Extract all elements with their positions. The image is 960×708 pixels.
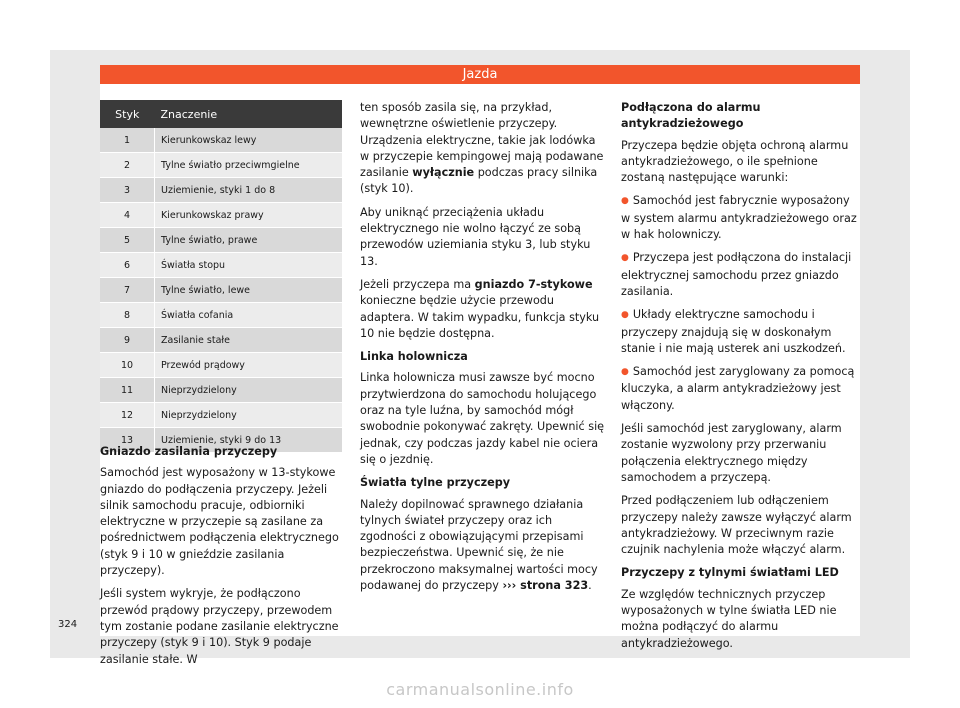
bullet-item: ● Samochód jest zaryglowany za pomocą kluczyka, a alarm antykradzieżowy jest włączony. [621,364,860,414]
emphasis: gniazdo 7-stykowe [474,277,593,291]
pin-meaning: Kierunkowskaz prawy [155,203,343,228]
pin-number: 3 [100,178,155,203]
paragraph: Ze względów technicznych przyczep wyposażonych w tylne światła LED nie można podłączyć do alarmu antykradzieżowego. [621,587,837,650]
section-heading-trailer-lights: Światła tylne przyczepy [360,476,511,490]
section-heading-tow-cable: Linka holownicza [360,350,468,364]
table-row [100,328,342,353]
table-row [100,228,342,253]
pin-number: 11 [100,378,155,403]
section-header: Jazda [100,65,860,84]
pin-number: 9 [100,328,155,353]
table-row [100,253,342,278]
emphasis: wyłącznie [412,166,475,180]
text-column-2 [360,100,605,601]
paragraph: Należy dopilnować sprawnego działania tylnych świateł przyczepy oraz ich zgodności z obowiązującymi przepisami bezpieczeństwa. Upewnić się, że nie przekroczono maksymalnej wartości mocy podawanej do przyczepy ››› strona 323. [360,497,598,593]
paragraph: Jeżeli przyczepa ma gniazdo 7-stykowe konieczne będzie użycie przewodu adaptera. W takim wypadku, funkcja styku 10 nie będzie dostępna. [360,277,600,340]
page-number: 324 [58,619,78,630]
table-row [100,178,342,203]
pin-number: 10 [100,353,155,378]
pin-meaning: Tylne światło, prawe [155,228,343,253]
table-row [100,278,342,303]
column-header-pin: Styk [100,100,155,128]
pin-meaning: Kierunkowskaz lewy [155,128,343,153]
table-row [100,303,342,328]
pin-number: 2 [100,153,155,178]
column-header-meaning: Znaczenie [155,100,343,128]
pin-number: 12 [100,403,155,428]
paragraph: Przyczepa będzie objęta ochroną alarmu antykradzieżowego, o ile spełnione zostaną następujące warunki: [621,138,849,185]
pin-number: 6 [100,253,155,278]
paragraph: Jeśli system wykryje, że podłączono przewód prądowy przyczepy, przewodem tym zostanie podane zasilanie elektryczne przyczepy (styk 9 i 10). Styk 9 podaje zasilanie stałe. W [100,587,339,666]
text-column-1 [100,444,345,675]
table-row [100,403,342,428]
table-row [100,203,342,228]
pin-meaning: Światła cofania [155,303,343,328]
pin-meaning: Tylne światło przeciwmgielne [155,153,343,178]
pin-meaning: Światła stopu [155,253,343,278]
pin-number: 7 [100,278,155,303]
paragraph: Linka holownicza musi zawsze być mocno przytwierdzona do samochodu holującego oraz na tyle luźna, by samochód mógł swobodnie pokonywać zakręty. Upewnić się jednak, czy podczas jazdy kabel nie ociera się o jezdnię. [360,371,605,466]
table-row [100,353,342,378]
watermark: carmanualsonline.info [386,680,574,699]
bullet-item: ● Samochód jest fabrycznie wyposażony w system alarmu antykradzieżowego oraz w hak holowniczy. [621,193,860,243]
page-reference-link[interactable]: ››› strona 323 [502,579,589,593]
section-heading-trailer-socket: Gniazdo zasilania przyczepy [100,445,278,458]
paragraph: Jeśli samochód jest zaryglowany, alarm zostanie wyzwolony przy przerwaniu połączenia elektrycznego między samochodem a przyczepą. [621,422,842,484]
pin-number: 5 [100,228,155,253]
pin-assignment-table [100,100,342,453]
section-heading-alarm: Podłączona do alarmu antykradzieżowego [621,101,761,131]
pin-number: 4 [100,203,155,228]
pin-meaning: Uziemienie, styki 9 do 13 [155,428,343,453]
paragraph: Aby uniknąć przeciążenia układu elektrycznego nie wolno łączyć ze sobą przewodów uziemiania styku 3, lub styku 13. [360,205,591,268]
paragraph: Przed podłączeniem lub odłączeniem przyczepy należy zawsze wyłączyć alarm antykradzieżowy. W przeciwnym razie czujnik nachylenia może włączyć alarm. [621,494,852,557]
section-heading-led-lights: Przyczepy z tylnymi światłami LED [621,566,839,580]
table-row [100,128,342,153]
pin-number: 8 [100,303,155,328]
table-header-row [100,100,342,128]
pin-meaning: Tylne światło, lewe [155,278,343,303]
table-row [100,153,342,178]
text-column-3 [621,100,860,659]
bullet-item: ● Układy elektryczne samochodu i przyczepy znajdują się w doskonałym stanie i nie mają usterek ani uszkodzeń. [621,307,860,357]
bullet-item: ● Przyczepa jest podłączona do instalacji elektrycznej samochodu przez gniazdo zasilania. [621,250,860,300]
paragraph: ten sposób zasila się, na przykład, wewnętrzne oświetlenie przyczepy. Urządzenia elektryczne, takie jak lodówka w przyczepie kempingowej mają podawane zasilanie wyłącznie podczas pracy silnika (styk 10). [360,101,604,196]
pin-number: 13 [100,428,155,453]
pin-meaning: Uziemienie, styki 1 do 8 [155,178,343,203]
pin-meaning: Nieprzydzielony [155,378,343,403]
page-frame-top [50,50,910,65]
page-frame-right [860,50,910,658]
paragraph: Samochód jest wyposażony w 13-stykowe gniazdo do podłączenia przyczepy. Jeżeli silnik samochodu pracuje, odbiorniki elektryczne w przyczepie są zasilane za pośrednictwem podłączenia elektrycznego (styk 9 i 10 w gnieździe zasilania przyczepy). [100,466,339,578]
pin-number: 1 [100,128,155,153]
page-frame-left [50,50,100,658]
pin-meaning: Zasilanie stałe [155,328,343,353]
pin-meaning: Nieprzydzielony [155,403,343,428]
table-row [100,378,342,403]
pin-meaning: Przewód prądowy [155,353,343,378]
